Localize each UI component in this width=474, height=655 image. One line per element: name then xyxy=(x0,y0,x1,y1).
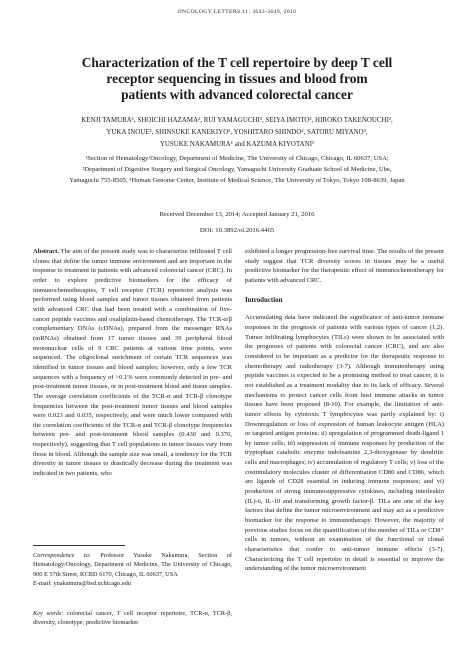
correspondence-note xyxy=(33,551,232,589)
correspondence-text: Professor Yusuke Nakamura, Section of Hematology/Oncology, Department of Medicine, The University of Chicago, 900 E 57th Street, KCBD 6170, Chicago, IL 60637, USA xyxy=(33,552,232,578)
abstract-continuation: exhibited a longer progression-free survival time. The results of the present study suggest that TCR diversity scores in tissues may be a useful predictive biomarker for the therapeutic effect of immunochemotherapy for patients with advanced CRC. xyxy=(245,248,444,284)
received-accepted-dates: Received December 13, 2014; Accepted January 21, 2016 xyxy=(159,211,315,218)
footnote-divider xyxy=(33,545,125,546)
introduction-heading: Introduction xyxy=(245,296,283,304)
authors-line-1: KENJI TAMURA¹, SHOICHI HAZAMA², RUI YAMAGUCHI³, SEIYA IMOTO³, HIROKO TAKENOUCHI², xyxy=(81,117,393,124)
correspondence-label: Correspondence to: xyxy=(33,552,91,559)
title-line-3: patients with advanced colorectal cancer xyxy=(121,87,353,103)
affiliation-line-2: ²Department of Digestive Surgery and Surgical Oncology, Yamaguchi University Graduate School of Medicine, Ube, xyxy=(82,165,392,173)
abstract-label: Abstract. xyxy=(33,248,59,255)
author-list xyxy=(30,115,444,151)
abstract xyxy=(33,247,232,479)
left-column xyxy=(33,247,232,479)
affiliation-line-3: Yamaguchi 755-8505; ³Human Genome Center, Institute of Medical Science, The University of Tokyo, Tokyo 108-8639, Japan xyxy=(69,176,405,184)
running-head: ONCOLOGY LETTERS 11: 3643-3649, 2016 xyxy=(177,9,297,15)
title-line-1: Characterization of the T cell repertoire by deep T cell xyxy=(81,55,393,70)
affiliations xyxy=(36,154,438,186)
keywords-note xyxy=(33,609,232,628)
keywords-text: colorectal cancer, T cell receptor repertoire, TCR-α, TCR-β, diversity, clonotype, predictive biomarker xyxy=(33,610,233,627)
right-column xyxy=(245,247,444,574)
doi: DOI: 10.3892/ol.2016.4465 xyxy=(199,227,275,234)
affiliation-line-1: ¹Section of Hematology/Oncology, Department of Medicine, The University of Chicago, Chicago, IL 60637, USA; xyxy=(85,155,389,162)
title-line-2: receptor sequencing in tissues and blood from xyxy=(106,71,368,87)
article-title xyxy=(40,55,434,104)
introduction-text: Accumulating data have indicated the significance of anti-tumor immune responses in the prognosis of patients with various types of cancer (1,2). Tumor infiltrating lymphocytes (TILs) were shown to be associated with the prognoses of patients with colorectal cancer (CRC), and are also considered to be important as a predictor for the therapeutic response to chemotherapy and radiotherapy (3-7). Although immunotherapy using peptide vaccines is expected to be a promising method to treat cancer, it is not established as a treatment modality due to its lack of efficacy. Several mechanisms to protect cancer cells from host immune attacks in tumor tissues have been proposed (8-10). For example, the limitation of anti-tumor effects by cytotoxic T lymphocytes was partly explained by: i) Downregulation or loss of expression of human leukocyte antigen (HLA) or targeted antigen proteins; ii) upregulation of programmed death-ligand 1 by tumor cells; iii) suppression of immune responses by production of the tryptophan catabolic enzyme indoleamine 2,3-dioxygenase by dendritic cells and macrophages; iv) accumulation of regulatory T cells; v) loss of the costimulatory molecules cluster of differentiation CD80 and CD86, which are ligands of CD28 essential in inducing immune responses; and vi) production of strong immunosuppressive cytokines, including interleukin (IL)-6, IL-10 and transforming growth factor-β. TILs are one of the key factors that define the tumor microenvironment and may act as a predictive biomarker for the response to immunotherapy. However, the majority of previous studies focus on the quantification of the number of TILs or CD8⁺ cells in tumors, without an examination of the functional or clonal characteristics that confer to anti-tumor immune effects (3-7). Characterizing the T cell repertoire in detail is essential to improve the understanding of the tumor microenvironment xyxy=(245,314,445,573)
authors-line-2: YUKA INOUE², SHINSUKE KANEKIYO², YOSHITARO SHINDO², SATORU MIYANO³, xyxy=(106,129,368,136)
keywords-label: Key words: xyxy=(33,610,64,617)
abstract-text: The aim of the present study was to characterize infiltrated T cell clones that define the tumor immune environment and are important in the response to treatment in patients with advanced colorectal cancer (CRC). In order to explore predictive biomarkers for the efficacy of immunochemotherapies, T cell receptor (TCR) repertoire analysis was performed using blood samples and tumor tissues obtained from patients with advanced CRC that had been treated with a combination of five-cancer peptide vaccines and oxaliplatin-based chemotherapy. The TCR-α/β complementary DNAs (cDNAs), prepared from the messenger RNAs (mRNAs) obtained from 17 tumor tissues and 39 peripheral blood mononuclear cells of 9 CRC patients at various time points, were sequenced. The oligoclonal enrichment of certain TCR sequences was identified in tumor tissues and blood samples; however, only a few TCR sequences with a frequency of >0.1% were commonly detected in pre- and post-treatment tumor tissues, or in post-treatment blood and tissue samples. The average correlation coefficients of the TCR-α and TCR-β clonotype frequencies between the post-treatment tumor tissues and blood samples were 0.023 and 0.035, respectively, and were much lower compared with the correlation coefficients of the TCR-α and TCR-β clonotype frequencies between pre- and post-treatment blood samples (0.430 and 0.370, respectively), suggesting that T cell populations in tumor tissues vary from those in blood. Although the sample size was small, a tendency for the TCR diversity in tumor tissues to drastically decrease during the treatment was indicated in two patients, who xyxy=(33,248,232,478)
authors-line-3: YUSUKE NAKAMURA¹ and KAZUMA KIYOTANI¹ xyxy=(159,141,315,148)
correspondence-email: E-mail: ynakamura@bsd.uchicago.edu xyxy=(33,580,131,588)
